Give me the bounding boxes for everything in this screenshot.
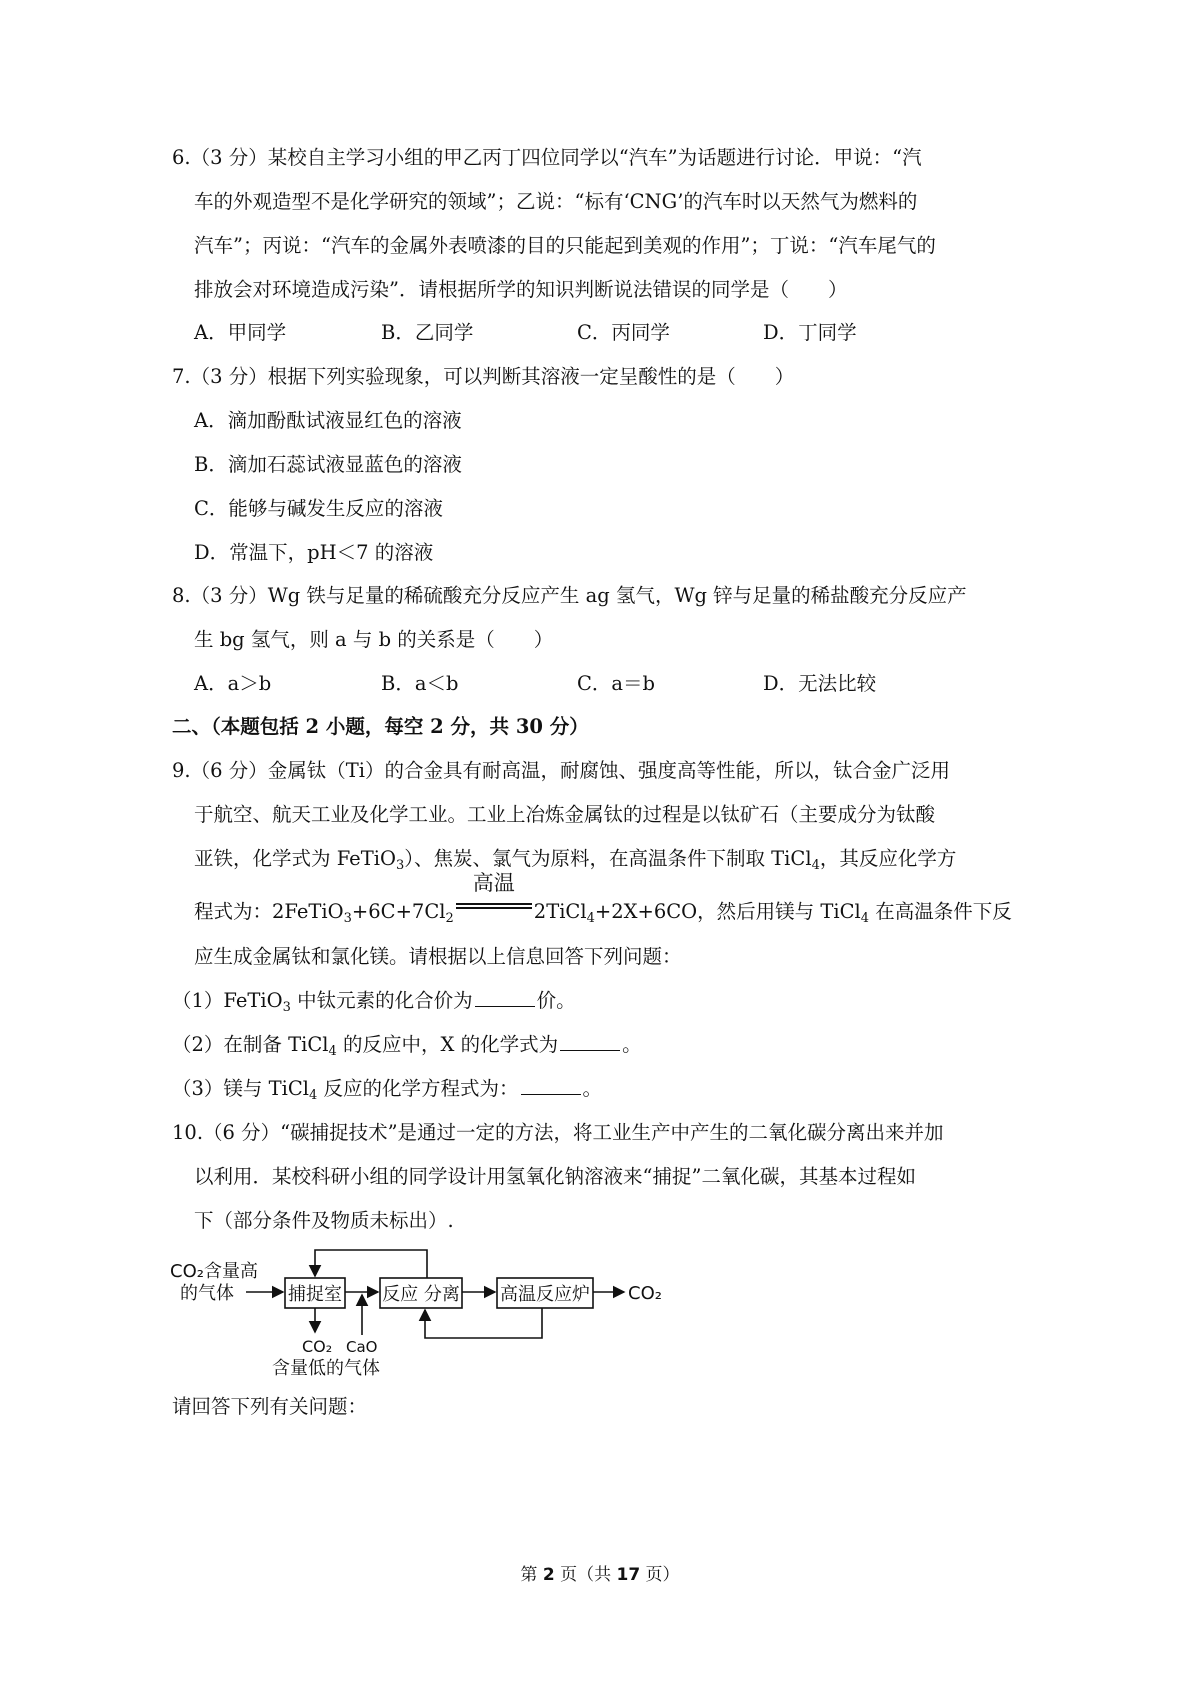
q6-line-4: 排放会对环境造成污染”．请根据所学的知识判断说法错误的同学是（ ） xyxy=(194,278,848,301)
subquestion-text: 的反应中，X 的化学式为 xyxy=(336,1033,559,1056)
footer-text: 页（共 xyxy=(554,1565,617,1585)
diagram-input-label-1: CO₂含量高 xyxy=(170,1261,258,1282)
carbon-capture-flow-diagram xyxy=(0,1240,720,1380)
q6-line-1: 6.（3 分）某校自主学习小组的甲乙丙丁四位同学以“汽车”为话题进行讨论．甲说：“汽 xyxy=(172,146,922,169)
arrow-recycle-top xyxy=(315,1250,427,1278)
q9-subquestion-3 xyxy=(172,1076,602,1102)
subquestion-text: 中钛元素的化合价为 xyxy=(290,989,473,1012)
q9-line-5: 应生成金属钛和氯化镁。请根据以上信息回答下列问题： xyxy=(194,945,682,968)
cao-label: CaO xyxy=(346,1338,378,1356)
q10-line-1: 10.（6 分）“碳捕捉技术”是通过一定的方法，将工业生产中产生的二氧化碳分离出来并加 xyxy=(172,1121,944,1144)
diagram-input-label-2: 的气体 xyxy=(180,1283,234,1304)
separation-label: 反应 分离 xyxy=(382,1284,460,1305)
q8-option-c: C．a＝b xyxy=(577,672,656,695)
arrow-recycle-bottom xyxy=(425,1308,542,1338)
answer-blank[interactable] xyxy=(521,1076,581,1095)
q9-line-3-part-b: ）、焦炭、氯气为原料，在高温条件下制取 TiCl xyxy=(404,847,812,870)
subscript: 4 xyxy=(309,1088,318,1103)
subscript: 2 xyxy=(445,911,454,926)
subscript: 3 xyxy=(395,858,405,873)
diagram-output-label: CO₂ xyxy=(628,1283,662,1304)
q10-line-2: 以利用．某校科研小组的同学设计用氢氧化钠溶液来“捕捉”二氧化碳，其基本过程如 xyxy=(194,1165,916,1188)
equals-bar-bottom xyxy=(456,907,532,909)
furnace-label: 高温反应炉 xyxy=(500,1284,590,1305)
q9-line-2: 于航空、航天工业及化学工业。工业上冶炼金属钛的过程是以钛矿石（主要成分为钛酸 xyxy=(194,803,936,826)
answer-blank[interactable] xyxy=(560,1032,620,1051)
q6-option-b: B．乙同学 xyxy=(381,321,474,344)
q6-options xyxy=(0,320,1200,346)
subquestion-text: （3）镁与 TiCl xyxy=(172,1077,310,1100)
q10-prompt: 请回答下列有关问题： xyxy=(172,1395,368,1418)
total-page-count: 17 xyxy=(616,1565,641,1585)
q6-option-a: A．甲同学 xyxy=(194,321,287,344)
page-footer xyxy=(0,1563,1200,1587)
q9-line-3-part-a: 亚铁，化学式为 FeTiO xyxy=(194,847,396,870)
q9-subquestion-2 xyxy=(172,1032,642,1058)
capture-chamber-label: 捕捉室 xyxy=(288,1284,342,1305)
reaction-condition-arrow xyxy=(454,871,534,918)
footer-text: 页） xyxy=(640,1565,680,1585)
section-heading: 二、（本题包括 2 小题，每空 2 分，共 30 分） xyxy=(172,715,589,738)
footer-text: 第 xyxy=(520,1565,543,1585)
equals-bar-top xyxy=(456,903,532,905)
subscript: 4 xyxy=(811,858,820,873)
bottom-output-label-2: 含量低的气体 xyxy=(272,1358,380,1379)
subquestion-text: 。 xyxy=(582,1077,603,1100)
q6-line-3: 汽车”；丙说：“汽车的金属外表喷漆的目的只能起到美观的作用”；丁说：“汽车尾气的 xyxy=(194,234,936,257)
q8-line-1: 8.（3 分）Wg 铁与足量的稀硫酸充分反应产生 ag 氢气，Wg 锌与足量的稀盐酸充分反应产 xyxy=(172,584,967,607)
subquestion-text: 价。 xyxy=(536,989,576,1012)
subquestion-text: （2）在制备 TiCl xyxy=(172,1033,329,1056)
subscript: 3 xyxy=(282,1000,291,1015)
q7-option-a: A．滴加酚酞试液显红色的溶液 xyxy=(194,409,462,432)
q9-subquestion-1 xyxy=(172,988,576,1014)
equation-part: +6C+7Cl xyxy=(351,900,446,923)
q9-equation-line xyxy=(194,871,1012,926)
equation-part: 在高温条件下反 xyxy=(869,900,1012,923)
q7-option-d: D．常温下，pH＜7 的溶液 xyxy=(194,541,434,564)
bottom-output-label-1: CO₂ xyxy=(302,1337,333,1356)
q6-option-d: D．丁同学 xyxy=(763,321,857,344)
subscript: 4 xyxy=(860,911,870,926)
subquestion-text: （1）FeTiO xyxy=(172,989,283,1012)
reaction-condition-label: 高温 xyxy=(472,871,515,895)
equation-part: +2X+6CO，然后用镁与 TiCl xyxy=(594,900,861,923)
subquestion-text: 反应的化学方程式为： xyxy=(317,1077,519,1100)
subscript: 4 xyxy=(586,911,595,926)
q8-option-b: B．a＜b xyxy=(381,672,459,695)
equation-part: 2TiCl xyxy=(533,900,587,923)
q10-line-3: 下（部分条件及物质未标出）. xyxy=(194,1209,454,1232)
q7-option-c: C．能够与碱发生反应的溶液 xyxy=(194,497,443,520)
q8-option-a: A．a＞b xyxy=(194,672,272,695)
subscript: 3 xyxy=(343,911,352,926)
current-page-number: 2 xyxy=(542,1565,555,1585)
q8-options xyxy=(0,671,1200,697)
q7-stem: 7.（3 分）根据下列实验现象，可以判断其溶液一定呈酸性的是（ ） xyxy=(172,365,795,388)
subscript: 4 xyxy=(328,1044,337,1059)
equation-part: 程式为：2FeTiO xyxy=(194,900,344,923)
q8-line-2: 生 bg 氢气，则 a 与 b 的关系是（ ） xyxy=(194,628,554,651)
q8-option-d: D．无法比较 xyxy=(763,672,877,695)
q9-line-3 xyxy=(194,846,956,872)
q6-option-c: C．丙同学 xyxy=(577,321,670,344)
subquestion-text: 。 xyxy=(622,1033,642,1056)
q7-option-b: B．滴加石蕊试液显蓝色的溶液 xyxy=(194,453,462,476)
q9-line-1: 9.（6 分）金属钛（Ti）的合金具有耐高温，耐腐蚀、强度高等性能，所以，钛合金广泛用 xyxy=(172,759,950,782)
answer-blank[interactable] xyxy=(475,988,535,1007)
q6-line-2: 车的外观造型不是化学研究的领域”；乙说：“标有‘CNG’的汽车时以天然气为燃料的 xyxy=(194,190,918,213)
q9-line-3-part-c: ，其反应化学方 xyxy=(819,847,957,870)
